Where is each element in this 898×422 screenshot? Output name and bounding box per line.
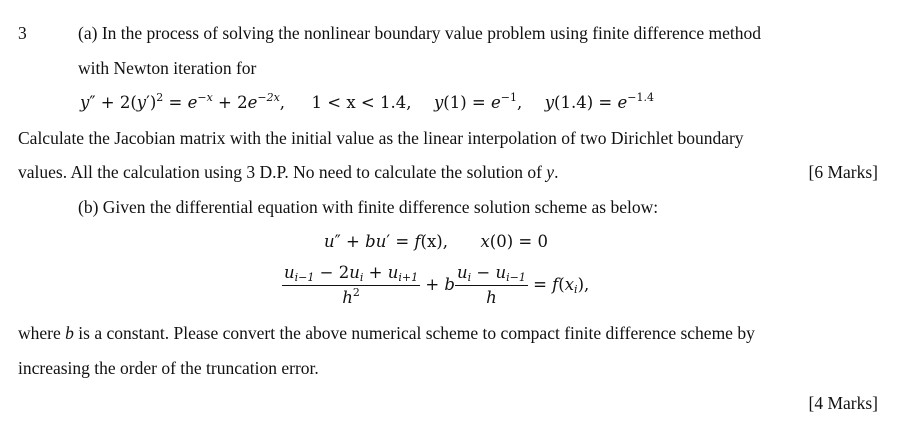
part-b-line-1: [78, 196, 658, 218]
part-b-text-1: Given the differential equation with finite difference solution scheme as below:: [102, 197, 659, 217]
d2-h: h: [486, 288, 497, 307]
b-eq2-plus: +: [420, 275, 445, 294]
eq-e2: e: [247, 93, 258, 112]
eq-equals: =: [163, 93, 188, 112]
n1-s2: i: [359, 271, 364, 284]
n2-u2: u: [495, 263, 507, 282]
b-eq1-arg: (x),: [420, 232, 448, 251]
part-a-equation: [80, 92, 654, 114]
bc2-exp: −1.4: [627, 91, 654, 104]
part-a-period: .: [554, 162, 559, 182]
bc2-y: y: [544, 93, 555, 112]
n1-s1: i−1: [294, 271, 315, 284]
fraction-second-difference: [282, 262, 420, 309]
b-eq2-close: ),: [577, 275, 590, 294]
n1-u1: u: [284, 263, 295, 282]
eq-domain: 1 < x < 1.4,: [311, 93, 412, 112]
bc1-y: y: [433, 93, 444, 112]
eq-exp1: −x: [197, 91, 213, 104]
n2-u1: u: [456, 263, 468, 282]
part-a-line-1: [78, 22, 761, 44]
bc1-comma: ,: [516, 93, 523, 112]
eq-prime: ′: [146, 93, 150, 112]
b-eq1-x: x: [480, 232, 490, 251]
fraction-2-numerator: [455, 262, 528, 286]
b-eq2-open: (: [558, 275, 565, 294]
b-eq1-init: (0) = 0: [489, 232, 548, 251]
fraction-first-difference: [455, 262, 528, 309]
part-a-text-1: In the process of solving the nonlinear boundary value problem using finite difference method: [101, 23, 761, 43]
part-a-line-4: [18, 161, 558, 183]
b-eq2-b: b: [444, 275, 455, 294]
bc2-arg: (1.4) =: [554, 93, 618, 112]
n1-s3: i+1: [398, 271, 419, 284]
b-eq2-x: x: [564, 275, 575, 294]
question-number: 3: [18, 23, 27, 43]
eq-exp2: −2x: [257, 91, 280, 104]
b-eq2-eq: =: [527, 275, 553, 294]
bc1-e: e: [490, 93, 501, 112]
part-a-var-y: y: [546, 162, 555, 182]
part-a-label: (a): [78, 23, 98, 43]
b-eq1-p: ′: [386, 232, 391, 251]
d1-sq: 2: [352, 286, 360, 299]
b-eq1-u: u: [324, 232, 335, 251]
part-b-equation-1: [324, 231, 548, 253]
part-b-text-2: is a constant. Please convert the above numerical scheme to compact finite difference scheme by: [73, 323, 755, 343]
b-eq1-pp: ″: [334, 232, 341, 251]
b-eq1-plus: +: [340, 232, 366, 251]
b-eq2-xs: i: [574, 283, 578, 296]
eq-comma: ,: [279, 93, 286, 112]
part-b-label: (b): [78, 197, 99, 217]
d1-h: h: [342, 288, 353, 307]
eq-y: y: [80, 93, 90, 112]
fraction-1-numerator: [282, 262, 420, 286]
eq-plus-2b: + 2: [212, 93, 248, 112]
eq-y2: y: [136, 93, 147, 112]
n2-s2: i−1: [506, 271, 526, 284]
part-a-marks: [6 Marks]: [808, 162, 878, 182]
part-b-marks: [4 Marks]: [808, 393, 878, 413]
bc1-arg: (1) =: [443, 93, 491, 112]
b-eq1-f: f: [414, 232, 421, 251]
b-eq1-eq: =: [390, 232, 415, 251]
n2-minus: −: [471, 263, 496, 282]
part-b-var-b: b: [65, 323, 74, 343]
eq-close-paren: ): [149, 93, 157, 112]
b-eq1-u2: u: [375, 232, 387, 251]
part-a-line-2: with Newton iteration for: [78, 58, 257, 78]
bc2-e: e: [617, 93, 628, 112]
part-a-text-4: values. All the calculation using 3 D.P. No need to calculate the solution of: [18, 162, 547, 182]
part-b-equation-2: [282, 262, 589, 309]
fraction-2-denominator: [455, 286, 528, 309]
part-b-where: where: [18, 323, 66, 343]
eq-plus-2: + 2(: [95, 93, 137, 112]
part-a-line-3: Calculate the Jacobian matrix with the initial value as the linear interpolation of two Dirichlet boundary: [18, 128, 744, 148]
part-b-line-3: increasing the order of the truncation error.: [18, 358, 319, 378]
fraction-1-denominator: [282, 286, 420, 309]
n1-mid: − 2: [314, 263, 350, 282]
eq-e1: e: [187, 93, 198, 112]
n1-plus: +: [363, 263, 388, 282]
part-b-line-2: [18, 322, 755, 344]
b-eq1-b: b: [365, 232, 376, 251]
n1-u3: u: [387, 263, 399, 282]
eq-double-prime: ″: [89, 93, 96, 112]
n2-s1: i: [467, 271, 472, 284]
eq-square: 2: [156, 91, 164, 104]
n1-u2: u: [349, 263, 360, 282]
bc1-exp: −1: [500, 91, 517, 104]
b-eq2-f: f: [552, 275, 559, 294]
